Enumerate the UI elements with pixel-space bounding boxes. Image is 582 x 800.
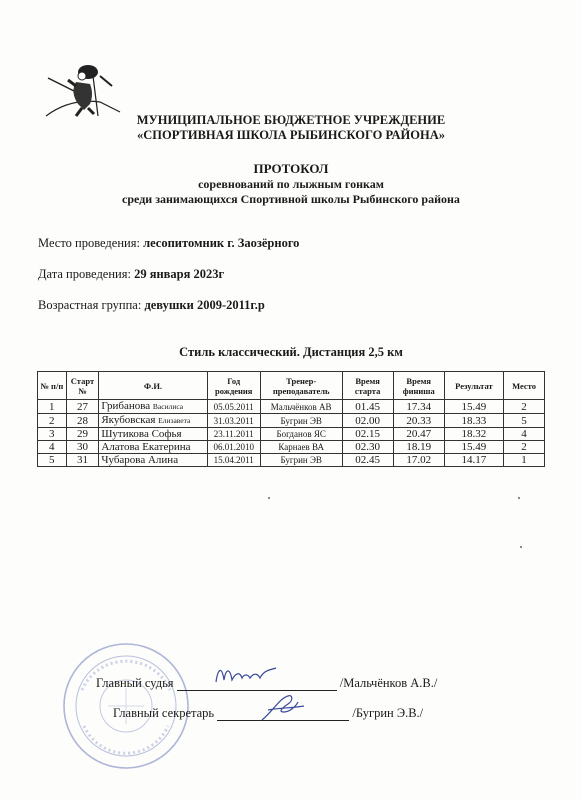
document-title: ПРОТОКОЛ: [253, 161, 329, 176]
chief-secretary-label: Главный секретарь: [113, 706, 215, 720]
cell-birth-date: 15.04.2011: [207, 454, 260, 467]
date-field: [38, 267, 224, 282]
cell-num: 2: [38, 414, 67, 428]
scan-speck: [518, 497, 520, 499]
cell-start-number: 30: [66, 441, 99, 454]
cell-result: 15.49: [444, 400, 503, 414]
header-start-number: Старт №: [66, 372, 99, 400]
age-group-label: Возрастная группа:: [38, 298, 145, 312]
judge-signature-icon: [214, 664, 278, 686]
document-subtitle-1: соревнований по лыжным гонкам: [198, 177, 384, 191]
skier-logo-icon: [40, 58, 124, 120]
cell-num: 5: [38, 454, 67, 467]
table-row: [38, 400, 545, 414]
age-group-value: девушки 2009-2011г.р: [144, 298, 265, 312]
cell-name: [99, 454, 207, 467]
header-birth-year: Год рождения: [207, 372, 260, 400]
cell-birth-date: 06.01.2010: [207, 441, 260, 454]
cell-surname: Шутикова: [101, 428, 149, 440]
organization-line-1: МУНИЦИПАЛЬНОЕ БЮДЖЕТНОЕ УЧРЕЖДЕНИЕ: [136, 113, 446, 127]
date-label: Дата проведения:: [38, 267, 135, 281]
cell-first-name: Софья: [151, 428, 182, 440]
cell-first-name: Василиса: [152, 402, 184, 411]
cell-name: [99, 400, 207, 414]
table-row: [38, 441, 545, 454]
cell-coach: Бугрин ЭВ: [260, 414, 342, 428]
cell-name: [99, 441, 207, 454]
cell-finish-time: 17.34: [393, 400, 444, 414]
cell-coach: Карнаев ВА: [260, 441, 342, 454]
cell-place: 2: [504, 441, 545, 454]
cell-start-time: 02.00: [342, 414, 393, 428]
cell-name: [99, 414, 207, 428]
venue-value: лесопитомник г. Заозёрного: [143, 236, 300, 250]
cell-result: 18.33: [444, 414, 503, 428]
cell-birth-date: 23.11.2011: [207, 428, 260, 441]
cell-start-time: 02.15: [342, 428, 393, 441]
results-table: [37, 371, 545, 467]
cell-coach: Бугрин ЭВ: [260, 454, 342, 467]
cell-first-name: Елизавета: [158, 416, 191, 425]
cell-surname: Грибанова: [101, 400, 151, 412]
cell-coach: Мальчёнков АВ: [260, 400, 342, 414]
cell-finish-time: 17.02: [393, 454, 444, 467]
cell-start-number: 27: [66, 400, 99, 414]
cell-start-number: 29: [66, 428, 99, 441]
header-num: № п/п: [38, 372, 67, 400]
table-row: [38, 454, 545, 467]
cell-surname: Якубовская: [101, 414, 156, 426]
cell-coach: Богданов ЯС: [260, 428, 342, 441]
cell-finish-time: 18.19: [393, 441, 444, 454]
age-group-field: [38, 298, 265, 313]
secretary-signature-icon: [258, 692, 308, 724]
cell-result: 14.17: [444, 454, 503, 467]
scan-speck: [268, 497, 270, 499]
cell-finish-time: 20.33: [393, 414, 444, 428]
scan-speck: [520, 546, 522, 548]
cell-result: 18.32: [444, 428, 503, 441]
venue-label: Место проведения:: [38, 236, 144, 250]
race-style-heading: Стиль классический. Дистанция 2,5 км: [179, 345, 403, 359]
organization-line-2: «СПОРТИВНАЯ ШКОЛА РЫБИНСКОГО РАЙОНА»: [137, 128, 445, 142]
header-place: Место: [504, 372, 545, 400]
cell-start-time: 02.30: [342, 441, 393, 454]
cell-start-number: 31: [66, 454, 99, 467]
cell-start-time: 02.45: [342, 454, 393, 467]
header-name: Ф.И.: [99, 372, 207, 400]
header-result: Результат: [444, 372, 503, 400]
cell-surname: Чубарова: [101, 454, 146, 466]
chief-secretary-name: /Бугрин Э.В./: [352, 706, 424, 720]
cell-num: 1: [38, 400, 67, 414]
cell-first-name: Алина: [147, 454, 179, 466]
header-finish-time: Время финиша: [393, 372, 444, 400]
cell-place: 4: [504, 428, 545, 441]
cell-place: 2: [504, 400, 545, 414]
table-row: [38, 428, 545, 441]
cell-start-number: 28: [66, 414, 99, 428]
cell-finish-time: 20.47: [393, 428, 444, 441]
header-coach: Тренер-преподаватель: [260, 372, 342, 400]
cell-start-time: 01.45: [342, 400, 393, 414]
cell-first-name: Екатерина: [142, 441, 191, 453]
cell-birth-date: 05.05.2011: [207, 400, 260, 414]
chief-judge-label: Главный судья: [96, 676, 174, 690]
cell-place: 5: [504, 414, 545, 428]
document-subtitle-2: среди занимающихся Спортивной школы Рыбинского района: [122, 192, 460, 206]
cell-birth-date: 31.03.2011: [207, 414, 260, 428]
cell-num: 4: [38, 441, 67, 454]
cell-surname: Алатова: [101, 441, 140, 453]
cell-place: 1: [504, 454, 545, 467]
date-value: 29 января 2023г: [134, 267, 225, 281]
venue-field: [38, 236, 299, 251]
table-row: [38, 414, 545, 428]
cell-num: 3: [38, 428, 67, 441]
header-start-time: Время старта: [342, 372, 393, 400]
cell-name: [99, 428, 207, 441]
chief-judge-name: /Мальчёнков А.В./: [339, 676, 438, 690]
cell-result: 15.49: [444, 441, 503, 454]
table-header-row: [38, 372, 545, 400]
